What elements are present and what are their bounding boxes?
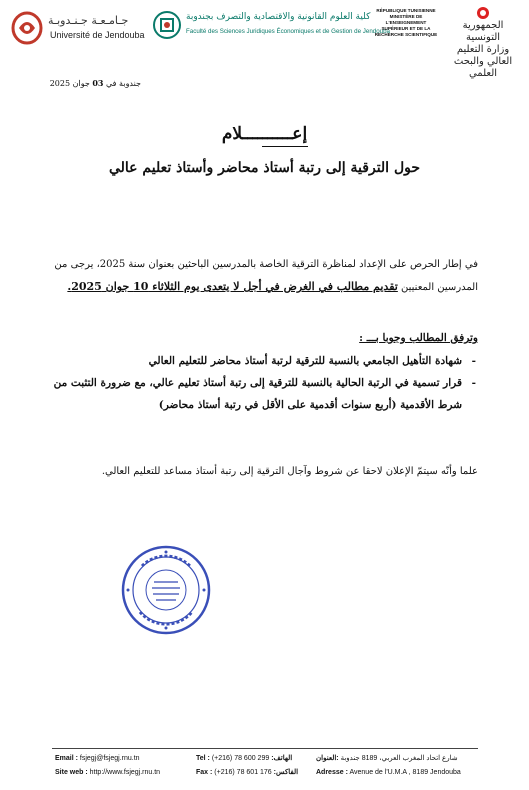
ministry-header — [372, 6, 522, 79]
footer-address — [316, 752, 461, 780]
email-link[interactable]: fsjegj@fsjegj.rnu.tn — [79, 755, 140, 762]
page-title: إعــــــــــلام — [221, 124, 308, 144]
requirements-list — [52, 350, 478, 416]
faculty-logo — [150, 8, 390, 48]
tunisia-emblem-icon — [476, 6, 490, 20]
faculty-emblem-icon — [152, 10, 182, 40]
ministry-name-fr: RÉPUBLIQUE TUNISIENNE MINISTÈRE DE L'ENSEIGNEMENT SUPÉRIEUR ET DE LA RECHERCHE SCIENTIFIQUE — [374, 8, 438, 37]
requirement-item: - قرار تسمية في الرتبة الحالية بالنسبة للترقية إلى رتبة أستاذ تعليم عالي، مع ضرورة التثبت من شرط الأقدمية (أربع سنوات أقدمية على الأقل في رتبة أستاذ محاضر) — [52, 372, 478, 416]
address-fr: Avenue de l'U.M.A , 8189 Jendouba — [349, 769, 461, 776]
intro-line-1: في إطار الحرص على الإعداد لمناظرة الترقية الخاصة بالمدرسين الباحثين بعنوان سنة 2025، يرجى من — [54, 259, 478, 270]
date-day: 03 — [92, 78, 104, 88]
website-label: Site web : — [55, 769, 88, 776]
document-date — [50, 78, 141, 88]
faculty-name-fr: Faculté des Sciences Juridiques Économiques et de Gestion de Jendouba — [186, 28, 390, 35]
date-prefix: جندوبة في — [106, 79, 141, 88]
title-underline — [262, 146, 308, 147]
footer-divider — [52, 748, 478, 749]
fax-label: Fax : — [196, 769, 213, 776]
footer-contact-web — [55, 752, 160, 780]
tel-label-ar: :الهاتف — [271, 755, 293, 762]
requirements-heading: وترفق المطالب وجوبا بـــ : — [359, 332, 478, 344]
university-logo — [10, 8, 170, 50]
intro-line-2-plain: المدرسين المعنيين — [401, 282, 478, 293]
university-emblem-icon — [10, 10, 44, 46]
fax-value: (+216) 78 601 176 — [214, 769, 272, 776]
official-stamp — [120, 544, 212, 636]
page-subtitle: حول الترقية إلى رتبة أستاذ محاضر وأستاذ تعليم عالي — [108, 160, 421, 176]
tel-value: (+216) 78 600 299 — [211, 755, 270, 762]
university-name-ar: جـامـعـة جـنـدوبـة — [48, 14, 129, 27]
address-label-ar: :العنوان — [316, 755, 339, 762]
faculty-name-ar: كلية العلوم القانونية والاقتصادية والتصرف بجندوبة — [186, 12, 371, 22]
closing-note: علما وأنّه سيتمّ الإعلان لاحقا عن شروط وآجال الترقية إلى رتبة أستاذ مساعد للتعليم العالي. — [101, 466, 478, 477]
requirement-item: - شهادة التأهيل الجامعي بالنسبة للترقية لرتبة أستاذ محاضر للتعليم العالي — [52, 350, 478, 372]
website-link[interactable]: http://www.fsjegj.rnu.tn — [89, 769, 161, 776]
intro-line-2 — [52, 276, 478, 299]
address-label-fr: Adresse : — [316, 769, 348, 776]
ministry-name-ar: الجمهورية التونسية وزارة التعليم العالي والبحث العلمي — [453, 20, 513, 79]
address-ar: شارع اتحاد المغرب العربي، 8189 جندوبة — [340, 755, 458, 762]
intro-paragraph — [52, 254, 478, 299]
tel-label: Tel : — [196, 755, 210, 762]
university-name-fr: Université de Jendouba — [50, 30, 145, 40]
fax-label-ar: :الفاكس — [273, 769, 299, 776]
intro-line-2-deadline: تقديم مطالب في الغرض في أجل لا يتعدى يوم الثلاثاء 10 جوان 2025. — [67, 280, 398, 293]
date-rest: جوان 2025 — [49, 79, 90, 88]
email-label: Email : — [55, 755, 78, 762]
footer-phone-fax — [196, 752, 298, 780]
